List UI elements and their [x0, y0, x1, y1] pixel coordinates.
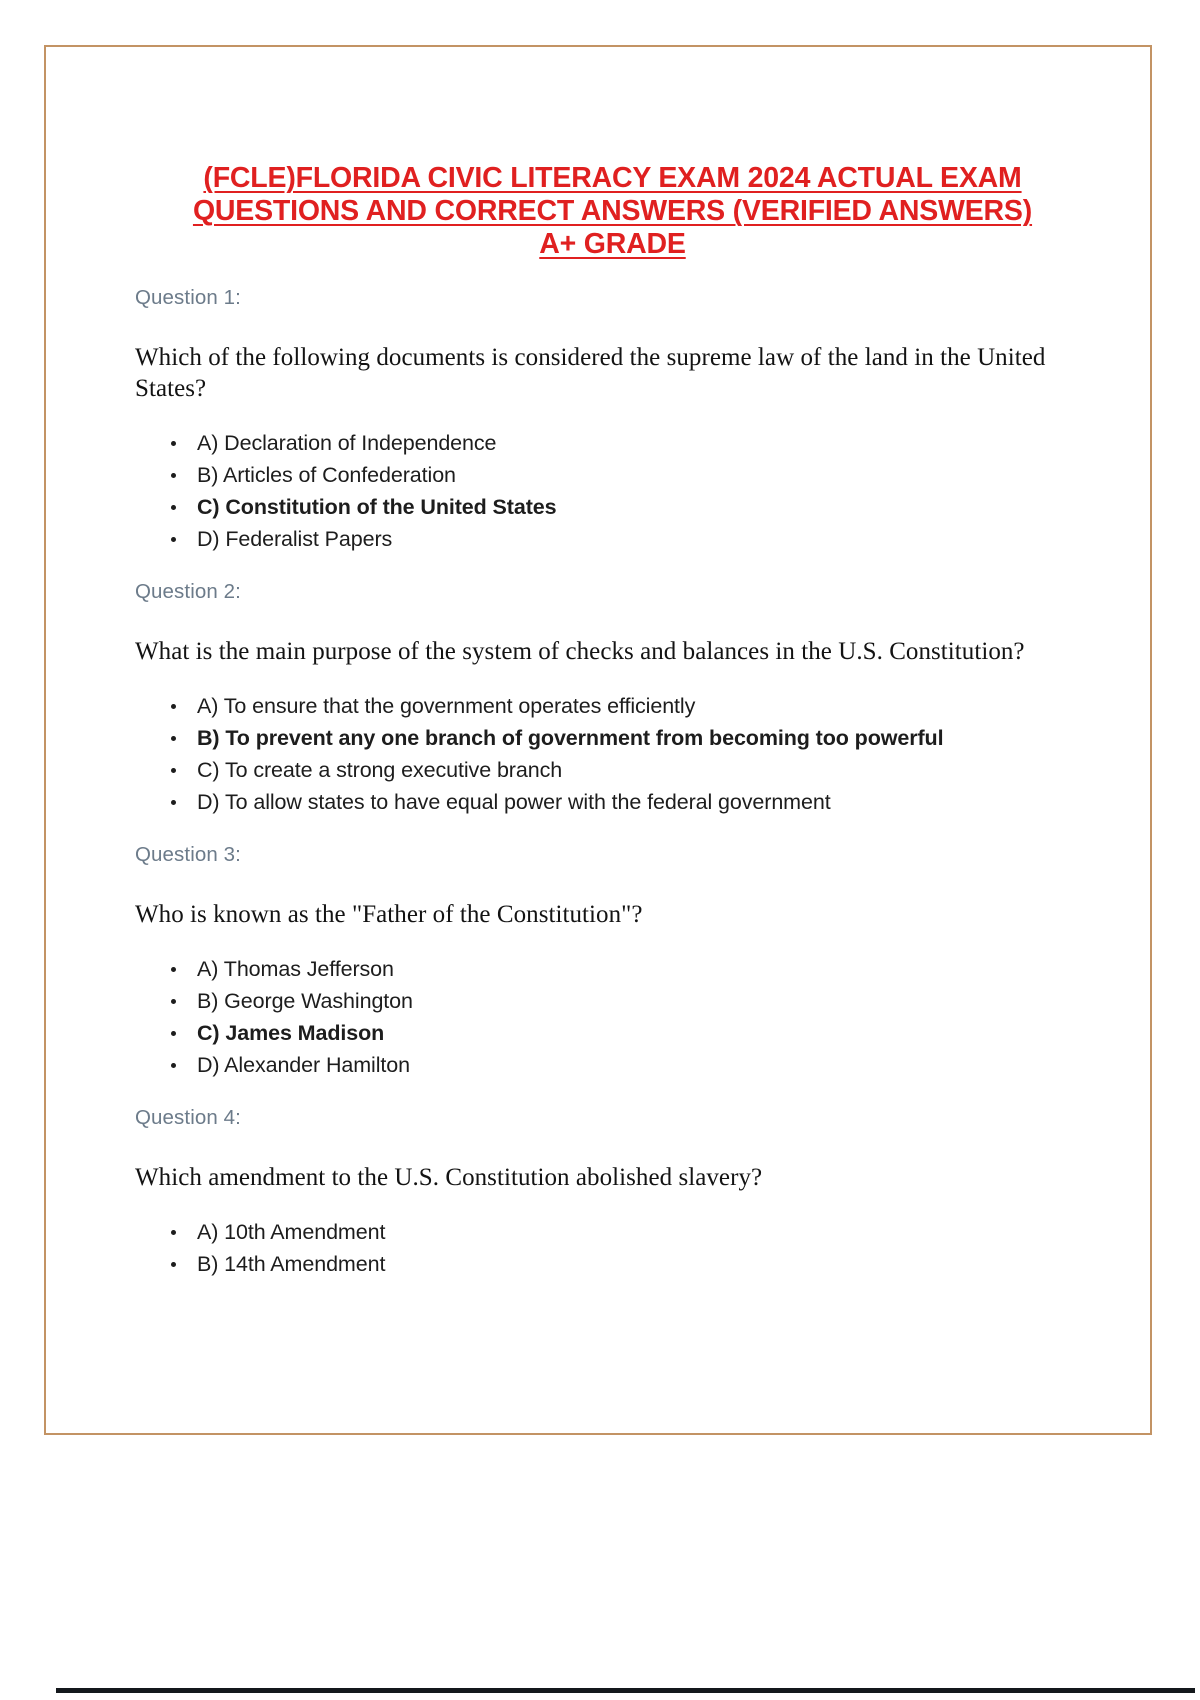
answer-option-list [135, 953, 1090, 1081]
answer-option-list [135, 1216, 1090, 1280]
question-label: Question 4: [135, 1106, 241, 1129]
question-block [135, 842, 1090, 1081]
answer-option[interactable]: C) To create a strong executive branch [135, 754, 1090, 786]
answer-option-correct[interactable]: B) To prevent any one branch of government from becoming too powerful [135, 722, 1090, 754]
document-page [44, 45, 1152, 1435]
answer-option-correct[interactable]: C) James Madison [135, 1017, 1090, 1049]
answer-option-correct[interactable]: C) Constitution of the United States [135, 491, 1090, 523]
answer-option[interactable]: A) Declaration of Independence [135, 427, 1090, 459]
answer-option-list [135, 690, 1090, 818]
page-title-line-2: QUESTIONS AND CORRECT ANSWERS (VERIFIED ANSWERS) [192, 195, 1033, 227]
answer-option[interactable]: A) To ensure that the government operates efficiently [135, 690, 1090, 722]
answer-option[interactable]: B) George Washington [135, 985, 1090, 1017]
answer-option-list [135, 427, 1090, 555]
question-list [135, 285, 1090, 1280]
question-label: Question 3: [135, 843, 241, 866]
question-block [135, 285, 1090, 555]
question-label: Question 1: [135, 286, 241, 309]
question-text: Which of the following documents is considered the supreme law of the land in the United States? [135, 344, 1046, 402]
footer-rule [56, 1688, 1195, 1693]
question-block [135, 579, 1090, 818]
page-title-line-1: (FCLE)FLORIDA CIVIC LITERACY EXAM 2024 ACTUAL EXAM [203, 162, 1022, 194]
document-content [135, 162, 1090, 1280]
question-text: What is the main purpose of the system of checks and balances in the U.S. Constitution? [135, 638, 1025, 665]
answer-option[interactable]: A) 10th Amendment [135, 1216, 1090, 1248]
page-title [135, 162, 1090, 261]
answer-option[interactable]: B) Articles of Confederation [135, 459, 1090, 491]
answer-option[interactable]: D) To allow states to have equal power with the federal government [135, 786, 1090, 818]
answer-option[interactable]: A) Thomas Jefferson [135, 953, 1090, 985]
answer-option[interactable]: B) 14th Amendment [135, 1248, 1090, 1280]
page-title-line-3: A+ GRADE [539, 228, 686, 260]
answer-option[interactable]: D) Federalist Papers [135, 523, 1090, 555]
answer-option[interactable]: D) Alexander Hamilton [135, 1049, 1090, 1081]
question-block [135, 1105, 1090, 1280]
question-text: Who is known as the "Father of the Constitution"? [135, 901, 643, 928]
question-text: Which amendment to the U.S. Constitution abolished slavery? [135, 1164, 763, 1191]
question-label: Question 2: [135, 580, 241, 603]
